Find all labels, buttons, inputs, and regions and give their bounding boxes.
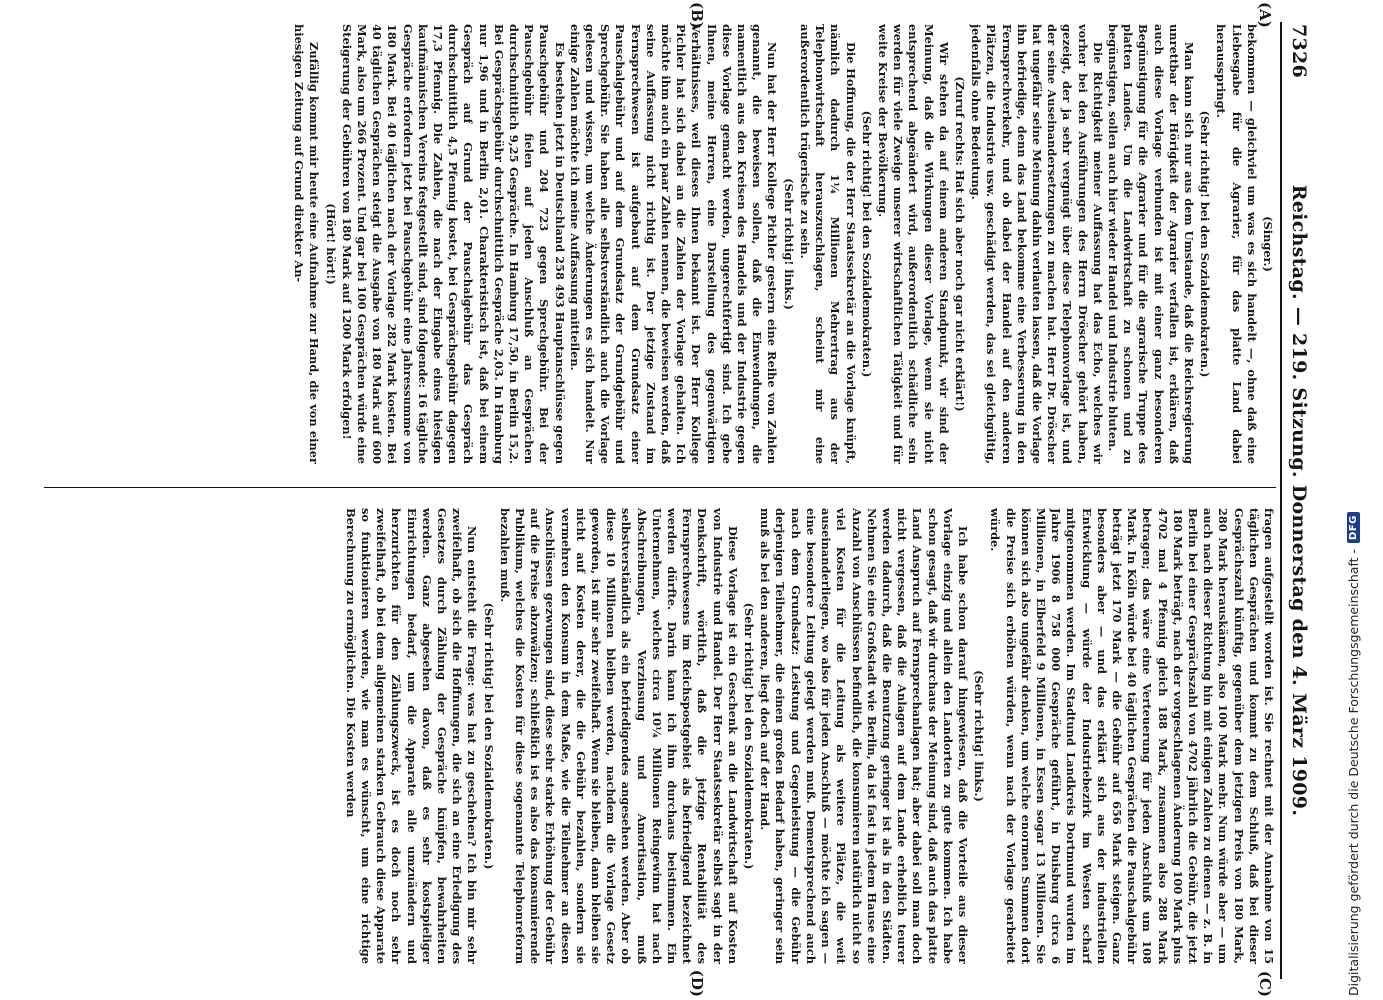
running-title: Reichstag. — 219. Sitzung. Donnerstag den 4. März 1909. <box>1288 184 1310 817</box>
left-column-interjection: (Sehr richtig! links.) <box>781 178 796 310</box>
right-column-paragraph: Ich habe schon darauf hingewiesen, daß die Vorteile aus dieser Vorlage einzig und allein den Landorten zu gute kommen. Ich habe schon gesagt, daß wir durchaus der Meinung sind, daß auch das platte Land Anspruch auf Fernsprechanlagen hat; aber dabei soll man doch nicht vergessen, daß die Anlagen auf dem Lande erheblich teurer werden dadurch, daß die Benutzung geringer ist als in den Städten. Nehmen Sie eine Großstadt wie Berlin, da ist fast in jedem Hause eine Anzahl von Anschlüssen befindlich, die konsumieren natürlich nicht so viel Kosten für die Leitung als weitere Plätze, die weit auseinanderliegen, wo also für jeden Anschluß — möchte ich sagen — eine besondere Leitung gelegt werden muß. Dementsprechend auch nach dem Grundsatz: Leistung und Gegenleistung — die Gebühr derjenigen Teilnehmer, die einen großen Bedarf haben, geringer sein muß als bei den anderen, liegt doch auf der Hand. <box>758 508 970 964</box>
left-column-interjection: (Sehr richtig! bei den Sozialdemokraten.) <box>859 110 874 378</box>
left-column-interjection: (Sehr richtig! bei den Sozialdemokraten.) <box>1198 110 1213 378</box>
left-column-paragraph: Man kann sich nur aus dem Umstande, daß die Reichsregierung unrettbar der Hörigkeit der Agrarier verfallen ist, erklären, daß auch diese Vorlage verbunden ist mit einer ganz besonderen Begünstigung für die Agrarier und für die agrarische Truppe des platten Landes. Um die Landwirtschaft zu schonen und zu begünstigen, sollen auch hier wieder Handel und Industrie bluten. <box>1105 24 1196 464</box>
left-column-paragraph: Zufällig kommt mir heute eine Aufnahme zur Hand, die von einer hiesigen Zeitung auf Grund direkter An- <box>292 24 322 464</box>
left-column-paragraph: Nun hat der Herr Kollege Pichler gestern eine Reihe von Zahlen genannt, die beweisen sollen, daß die Einwendungen, die namentlich aus den Kreisen des Handels und der Industrie gegen diese Vorlage gemacht werden, ungerechtfertigt sind. Ich gebe Ihnen, meine Herren, eine Darstellung des gegenwärtigen Verhältnisses, weil dieses Ihnen bekannt ist. Der Herr Kollege Pichler hat sich dabei an die Zahlen der Vorlage gehalten. Ich möchte ihm auch ein paar Zahlen nennen, die beweisen werden, daß seine Auffassung nicht richtig ist. Der jetzige Zustand im Fernsprechwesen ist aufgebaut auf dem Grundsatz einer Pauschalgebühr und auf dem Grundsatz der Grundgebühr und Sprechgebühr. Sie haben alle selbstverständlich auch die Vorlage gelesen und wissen, um welche Änderungen es sich handelt. Nur einige Zahlen möchte ich meine Auffassung mitteilen. <box>567 24 780 464</box>
right-column-interjection: (Sehr richtig! bei den Sozialdemokraten.) <box>481 602 496 870</box>
right-column-paragraph: fragen aufgestellt worden ist. Sie rechnet mit der Annahme von 15 täglichen Gesprächen und kommt zu dem Schluß, daß bei dieser Gesprächszahl künftig, gegenüber dem jetzigen Preis von 180 Mark, 280 Mark herauskämen, also 100 Mark mehr. Nun würde aber — um auch nach dieser Richtung hin mit einigen Zahlen zu dienen — z. B. in Berlin bei einer Gesprächszahl von 4702 jährlich die Gebühr, die jetzt 180 Mark beträgt, nach der vorgeschlagenen Änderung 100 Mark plus 4702 mal 4 Pfennig gleich 188 Mark, zusammen also 288 Mark betragen; das wäre eine Verteuerung für jeden Anschluß um 108 Mark. In Köln würde bei 40 täglichen Gesprächen die Pauschalgebühr beträgt jetzt 170 Mark — die Gebühr auf 656 Mark steigen. Ganz besonders aber — und das erklärt sich aus der industriellen Entwicklung — würde der Industriebezirk im Westen scharf mitgenommen werden. Im Stadtund Landkreis Dortmund wurden im Jahre 1906 8 758 000 Gespräche geführt, in Duisburg circa 6 Millionen, in Elberfeld 9 Millionen, in Essen sogar 13 Millionen. Sie können sich also ungefähr denken, um welche enormen Summen dort die Preise sich erhöhen würden, wenn nach der Vorlage gearbeitet würde. <box>988 508 1276 964</box>
right-column-paragraph: Diese Vorlage ist ein Geschenk an die Landwirtschaft auf Kosten von Industrie und Handel. Der Herr Staatssekretär selbst sagt in der Denkschrift, wörtlich, daß die jetzige Rentabilität des Fernsprechwesens im Reichspostgebiet als befriedigend bezeichnet werden dürfte. Darin kann ich ihm durchaus beistimmen. Ein Unternehmen, welches circa 10¼ Millionen Reingewinn hat nach Abschreibungen, Verzinsung und Amortisation, muß selbstverständlich als ein befriedigendes angesehen werden. Aber ob diese 10 Millionen bleiben werden, nachdem die Vorlage Gesetz geworden, ist mir sehr zweifelhaft. Wenn sie bleiben, dann bleiben sie nicht auf Kosten derer, die die Gebühr bezahlen, sondern sie vermehren den Konsum in dem Maße, wie die Teilnehmer an diesen Anschlüssen gezwungen sind, diese sehr starke Erhöhung der Gebühr auf die Preise abzuwälzen; schließlich ist es also das konsumierende Publikum, welches die Kosten für diese sogenannte Telephonreform bezahlen muß. <box>497 508 740 964</box>
left-column-interjection: (Zuruf rechts: Hat sich aber noch gar nicht erklärt!) <box>952 76 967 412</box>
left-column-interjection: (Hört! hört!) <box>323 203 338 285</box>
column-divider <box>44 487 1276 488</box>
header-rule <box>1280 22 1282 979</box>
right-column-interjection: (Sehr richtig! links.) <box>972 670 987 802</box>
digitization-credit <box>1342 16 1364 996</box>
left-column-paragraph: Wir stehen da auf einem anderen Standpunkt, wir sind der Meinung, daß die Wirkungen dieser Vorlage, wenn sie nicht entsprechend abgeändert wird, außerordentlich schädliche sein werden für viele Zweige unserer wirtschaftlichen Tätigkeit und für weite Kreise der Bevölkerung. <box>875 24 951 464</box>
page-header <box>1284 24 1310 977</box>
credit-text: Digitalisierung gefördert durch die Deutsche Forschungsgemeinschaft - <box>1345 548 1361 996</box>
left-column-paragraph: Die Richtigkeit meiner Auffassung hat das Echo, welches wir vorher bei den Ausführungen des Herrn Dröscher gehört haben, gezeigt, der ja sehr vergnügt über diese Telephonvorlage ist, und der seine Auseinandersetzungen zu machen hat. Herr Dr. Dröscher hat ungefähr seine Meinung dahin verlauten lassen, daß die Vorlage ihn befriedige, denn das Land bekomme eine Verbesserung in den Fernsprechverkehr, und ob dabei der Handel auf den anderen Plätzen, die Industrie usw. geschädigt werden, das sei gleichgültig, jedenfalls ohne Bedeutung. <box>969 24 1105 464</box>
margin-marker-c: (C) <box>1256 970 1274 997</box>
margin-marker-b: (B) <box>688 2 706 29</box>
left-column-interjection: (Singer.) <box>1261 216 1275 272</box>
dfg-logo: DFG <box>1347 512 1360 543</box>
margin-marker-d: (D) <box>688 969 706 997</box>
rotated-document-page <box>28 2 1318 997</box>
page-number: 7326 <box>1288 24 1310 79</box>
left-column-paragraph: Die Hoffnung, die der Herr Staatssekretär an die Vorlage knüpft, nämlich dadurch 1¼ Millionen Mehrertrag aus der Telephonwirtschaft herauszuschlagen, scheint mir eine außerordentlich trügerische zu sein. <box>797 24 858 464</box>
right-text-column <box>46 508 1276 964</box>
left-text-column <box>46 24 1276 464</box>
left-column-paragraph: bekommen — gleichviel um was es sich handelt —, ohne daß eine Liebesgabe für die Agrarier, für das platte Land dabei herausspringt. <box>1214 24 1259 464</box>
left-column-paragraph: Es bestehen jetzt in Deutschland 258 493 Hauptanschlüsse gegen Pauschgebühr und 204 723 gegen Sprechgebühr. Bei der Pauschgebühr fielen auf jeden Anschluß an Gesprächen durchschnittlich 9,25 Gespräche. In Hamburg 17,50, in Berlin 15,2. Bei Gesprächsgebühr durchschnittlich Gespräche 2,03. In Hamburg nur 1,96 und in Berlin 2,01. Charakteristisch ist, daß bei einem Gespräch auf Grund der Pauschalgebühr das Gespräch durchschnittlich 4,5 Pfennig kostet, bei Gesprächsgebühr dagegen 17,3 Pfennig. Die Zahlen, die nach der Eingabe eines hiesigen kaufmännischen Vereins festgestellt sind, sind folgende: 16 tägliche Gespräche erfordern jetzt bei Pauschgebühr eine Jahressumme von 180 Mark. Bei 40 täglichen nach der Vorlage 282 Mark kosten. Bei 40 täglichen Gesprächen steigt die Ausgabe von 180 Mark auf 600 Mark, also um 266 Prozent. Und gar bei 100 Gesprächen würde eine Steigerung der Gebühren von 180 Mark auf 1200 Mark erfolgen! <box>339 24 567 464</box>
margin-marker-a: (A) <box>1256 2 1274 28</box>
right-column-paragraph: Nun entsteht die Frage: was hat zu geschehen? Ich bin mir sehr zweifelhaft, ob sich die Hoffnungen, die sich an eine Erledigung des Gesetzes durch Zählung der Gespräche knüpfen, bewahrheiten werden. Ganz abgesehen davon, daß es sehr kostspieliger Einrichtungen bedarf, um die Apparate alle umzuändern und herzurichten für den Zählungszweck, ist es doch noch sehr zweifelhaft, ob bei dem allgemeinen starken Gebrauch diese Apparate so funktionieren werden, wie man es wünscht, um eine richtige Berechnung zu ermöglichen. Die Kosten werden <box>343 508 480 964</box>
right-column-interjection: (Sehr richtig! bei den Sozialdemokraten.) <box>742 602 757 870</box>
